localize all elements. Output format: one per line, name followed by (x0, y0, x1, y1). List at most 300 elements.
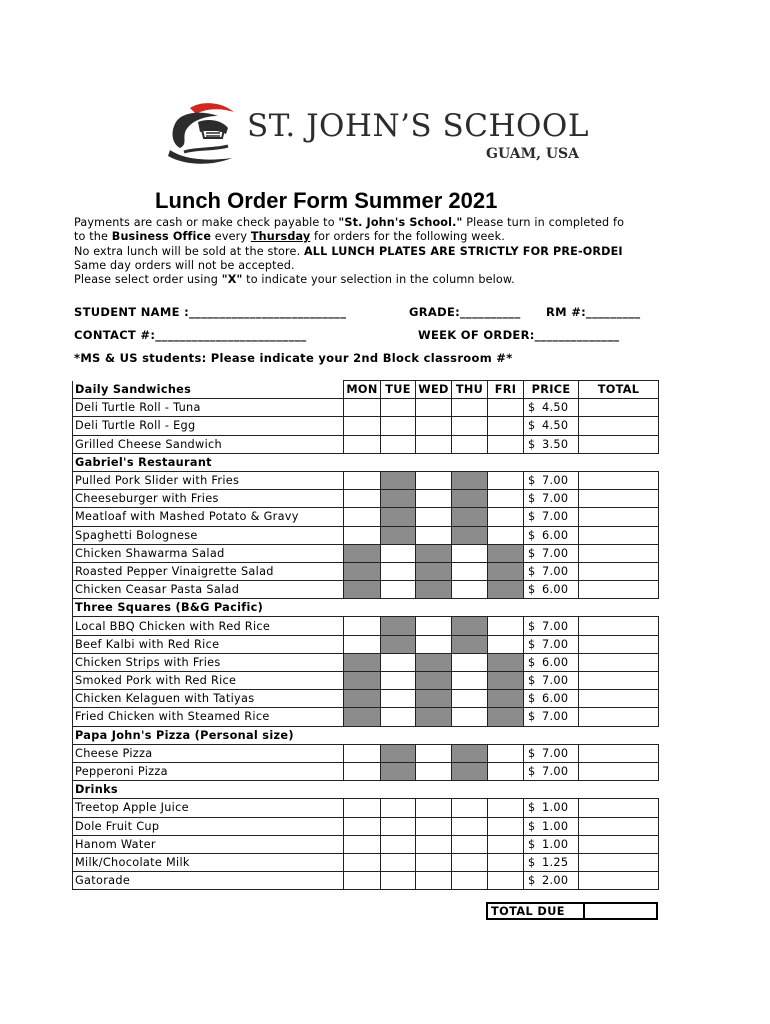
day-header: TUE (381, 381, 416, 399)
currency-symbol: $ (528, 510, 536, 524)
menu-item-name: Cheeseburger with Fries (73, 490, 344, 508)
day-select-cell[interactable] (381, 872, 416, 890)
menu-item-name: Pulled Pork Slider with Fries (73, 471, 344, 489)
total-cell[interactable] (579, 708, 659, 726)
empty-cell (416, 726, 452, 744)
total-cell[interactable] (579, 835, 659, 853)
price-cell (524, 835, 579, 853)
day-select-cell[interactable] (344, 872, 381, 890)
total-cell[interactable] (579, 762, 659, 780)
empty-cell (579, 599, 659, 617)
price-cell (524, 490, 579, 508)
table-row (73, 399, 659, 417)
menu-item-name: Pepperoni Pizza (73, 762, 344, 780)
day-select-cell[interactable] (344, 435, 381, 453)
menu-item-name: Spaghetti Bolognese (73, 526, 344, 544)
day-select-cell[interactable] (344, 526, 381, 544)
day-select-cell[interactable] (488, 835, 524, 853)
day-select-cell[interactable] (488, 617, 524, 635)
unavailable-day-cell (452, 526, 488, 544)
currency-symbol: $ (528, 419, 536, 433)
day-select-cell[interactable] (488, 635, 524, 653)
total-cell[interactable] (579, 526, 659, 544)
unavailable-day-cell (416, 690, 452, 708)
menu-item-name: Deli Turtle Roll - Tuna (73, 399, 344, 417)
day-select-cell[interactable] (452, 581, 488, 599)
day-select-cell[interactable] (452, 399, 488, 417)
day-select-cell[interactable] (381, 562, 416, 580)
unavailable-day-cell (344, 690, 381, 708)
day-select-cell[interactable] (416, 508, 452, 526)
day-select-cell[interactable] (381, 817, 416, 835)
menu-item-name: Milk/Chocolate Milk (73, 853, 344, 871)
total-cell[interactable] (579, 562, 659, 580)
currency-symbol: $ (528, 637, 536, 651)
currency-symbol: $ (528, 692, 536, 706)
menu-item-name: Roasted Pepper Vinaigrette Salad (73, 562, 344, 580)
section-row (73, 726, 659, 744)
unavailable-day-cell (488, 690, 524, 708)
empty-cell (416, 781, 452, 799)
currency-symbol: $ (528, 655, 536, 669)
price-value: 6.00 (542, 528, 569, 542)
unavailable-day-cell (488, 672, 524, 690)
day-select-cell[interactable] (488, 744, 524, 762)
table-row (73, 799, 659, 817)
day-select-cell[interactable] (452, 690, 488, 708)
empty-cell (488, 781, 524, 799)
unavailable-day-cell (452, 617, 488, 635)
menu-item-name: Chicken Ceasar Pasta Salad (73, 581, 344, 599)
day-header: MON (344, 381, 381, 399)
day-select-cell[interactable] (488, 817, 524, 835)
menu-item-name: Treetop Apple Juice (73, 799, 344, 817)
section-title: Three Squares (B&G Pacific) (73, 599, 344, 617)
room-field[interactable]: RM #:_________ (546, 305, 641, 319)
price-value: 3.50 (542, 437, 569, 451)
day-select-cell[interactable] (381, 799, 416, 817)
menu-item-name: Smoked Pork with Red Rice (73, 672, 344, 690)
menu-item-name: Chicken Shawarma Salad (73, 544, 344, 562)
day-header: FRI (488, 381, 524, 399)
unavailable-day-cell (488, 653, 524, 671)
unavailable-day-cell (381, 635, 416, 653)
price-header: PRICE (524, 381, 579, 399)
unavailable-day-cell (381, 490, 416, 508)
day-select-cell[interactable] (381, 581, 416, 599)
menu-item-name: Meatloaf with Mashed Potato & Gravy (73, 508, 344, 526)
unavailable-day-cell (488, 544, 524, 562)
price-value: 1.00 (542, 801, 569, 815)
table-row (73, 490, 659, 508)
price-cell (524, 508, 579, 526)
day-select-cell[interactable] (488, 417, 524, 435)
total-cell[interactable] (579, 672, 659, 690)
empty-cell (344, 453, 381, 471)
table-row (73, 653, 659, 671)
table-row (73, 853, 659, 871)
currency-symbol: $ (528, 710, 536, 724)
currency-symbol: $ (528, 765, 536, 779)
price-cell (524, 744, 579, 762)
day-select-cell[interactable] (381, 653, 416, 671)
empty-cell (416, 599, 452, 617)
day-select-cell[interactable] (381, 435, 416, 453)
section-row (73, 453, 659, 471)
price-cell (524, 399, 579, 417)
price-value: 7.00 (542, 674, 569, 688)
day-select-cell[interactable] (416, 835, 452, 853)
price-cell (524, 653, 579, 671)
total-cell[interactable] (579, 799, 659, 817)
price-cell (524, 853, 579, 871)
day-select-cell[interactable] (488, 799, 524, 817)
table-row (73, 817, 659, 835)
table-row (73, 672, 659, 690)
day-select-cell[interactable] (488, 508, 524, 526)
currency-symbol: $ (528, 855, 536, 869)
day-select-cell[interactable] (344, 835, 381, 853)
currency-symbol: $ (528, 546, 536, 560)
total-cell[interactable] (579, 581, 659, 599)
price-cell (524, 544, 579, 562)
grade-field[interactable]: GRADE:__________ (409, 305, 521, 319)
day-select-cell[interactable] (381, 417, 416, 435)
price-value: 7.00 (542, 564, 569, 578)
day-select-cell[interactable] (452, 417, 488, 435)
instruction-line: No extra lunch will be sold at the store. ALL LUNCH PLATES ARE STRICTLY FOR PRE-ORDEI (74, 244, 623, 258)
total-cell[interactable] (579, 617, 659, 635)
price-cell (524, 617, 579, 635)
day-select-cell[interactable] (452, 562, 488, 580)
day-select-cell[interactable] (344, 508, 381, 526)
empty-cell (488, 599, 524, 617)
unavailable-day-cell (381, 526, 416, 544)
total-cell[interactable] (579, 853, 659, 871)
section-header: Daily Sandwiches (73, 381, 344, 399)
day-select-cell[interactable] (381, 835, 416, 853)
empty-cell (344, 599, 381, 617)
day-select-cell[interactable] (381, 544, 416, 562)
instructions (74, 216, 660, 287)
menu-item-name: Hanom Water (73, 835, 344, 853)
price-value: 7.00 (542, 492, 569, 506)
table-row (73, 581, 659, 599)
empty-cell (344, 726, 381, 744)
day-select-cell[interactable] (452, 708, 488, 726)
empty-cell (524, 726, 579, 744)
table-row (73, 835, 659, 853)
unavailable-day-cell (452, 490, 488, 508)
price-value: 6.00 (542, 655, 569, 669)
day-select-cell[interactable] (452, 435, 488, 453)
table-row (73, 690, 659, 708)
day-select-cell[interactable] (344, 635, 381, 653)
empty-cell (488, 453, 524, 471)
day-header: WED (416, 381, 452, 399)
price-value: 7.00 (542, 546, 569, 560)
price-cell (524, 417, 579, 435)
empty-cell (488, 726, 524, 744)
table-row (73, 872, 659, 890)
table-row (73, 562, 659, 580)
unavailable-day-cell (344, 581, 381, 599)
day-select-cell[interactable] (381, 672, 416, 690)
day-select-cell[interactable] (452, 853, 488, 871)
currency-symbol: $ (528, 746, 536, 760)
day-select-cell[interactable] (416, 526, 452, 544)
total-due-box (486, 902, 658, 920)
instruction-line: Payments are cash or make check payable to "St. John's School." Please turn in completed fo (74, 216, 625, 229)
day-select-cell[interactable] (416, 744, 452, 762)
menu-item-name: Chicken Strips with Fries (73, 653, 344, 671)
day-select-cell[interactable] (416, 399, 452, 417)
price-cell (524, 872, 579, 890)
day-select-cell[interactable] (416, 817, 452, 835)
total-cell[interactable] (579, 817, 659, 835)
price-cell (524, 581, 579, 599)
empty-cell (452, 453, 488, 471)
price-value: 7.00 (542, 619, 569, 633)
table-row (73, 762, 659, 780)
day-select-cell[interactable] (416, 490, 452, 508)
day-select-cell[interactable] (381, 853, 416, 871)
day-select-cell[interactable] (416, 635, 452, 653)
day-header: THU (452, 381, 488, 399)
day-select-cell[interactable] (344, 744, 381, 762)
currency-symbol: $ (528, 874, 536, 888)
day-select-cell[interactable] (452, 872, 488, 890)
table-row (73, 508, 659, 526)
menu-item-name: Grilled Cheese Sandwich (73, 435, 344, 453)
table-row (73, 471, 659, 489)
day-select-cell[interactable] (416, 762, 452, 780)
total-cell[interactable] (579, 744, 659, 762)
currency-symbol: $ (528, 619, 536, 633)
day-select-cell[interactable] (416, 417, 452, 435)
currency-symbol: $ (528, 528, 536, 542)
currency-symbol: $ (528, 819, 536, 833)
total-cell[interactable] (579, 635, 659, 653)
empty-cell (416, 453, 452, 471)
empty-cell (579, 453, 659, 471)
empty-cell (381, 726, 416, 744)
empty-cell (452, 599, 488, 617)
day-select-cell[interactable] (381, 708, 416, 726)
table-row (73, 635, 659, 653)
unavailable-day-cell (416, 708, 452, 726)
price-value: 1.25 (542, 855, 569, 869)
day-select-cell[interactable] (488, 762, 524, 780)
empty-cell (452, 781, 488, 799)
price-cell (524, 762, 579, 780)
table-row (73, 744, 659, 762)
day-select-cell[interactable] (344, 817, 381, 835)
unavailable-day-cell (344, 708, 381, 726)
empty-cell (579, 781, 659, 799)
unavailable-day-cell (344, 672, 381, 690)
price-cell (524, 817, 579, 835)
currency-symbol: $ (528, 583, 536, 597)
day-select-cell[interactable] (488, 526, 524, 544)
price-value: 1.00 (542, 837, 569, 851)
instruction-line: Same day orders will not be accepted. (74, 258, 295, 272)
table-row (73, 544, 659, 562)
price-value: 7.00 (542, 746, 569, 760)
table-header (73, 381, 659, 399)
day-select-cell[interactable] (344, 799, 381, 817)
empty-cell (524, 781, 579, 799)
price-value: 4.50 (542, 401, 569, 415)
day-select-cell[interactable] (488, 435, 524, 453)
unavailable-day-cell (416, 581, 452, 599)
price-value: 7.00 (542, 510, 569, 524)
currency-symbol: $ (528, 801, 536, 815)
day-select-cell[interactable] (344, 853, 381, 871)
day-select-cell[interactable] (381, 690, 416, 708)
unavailable-day-cell (452, 508, 488, 526)
page-title: Lunch Order Form Summer 2021 (155, 188, 498, 213)
menu-item-name: Gatorade (73, 872, 344, 890)
empty-cell (579, 726, 659, 744)
section-title: Papa John's Pizza (Personal size) (73, 726, 344, 744)
day-select-cell[interactable] (452, 544, 488, 562)
currency-symbol: $ (528, 492, 536, 506)
currency-symbol: $ (528, 474, 536, 488)
total-cell[interactable] (579, 417, 659, 435)
menu-item-name: Cheese Pizza (73, 744, 344, 762)
empty-cell (524, 599, 579, 617)
table-row (73, 435, 659, 453)
instruction-line: Please select order using "X" to indicate your selection in the column below. (74, 273, 515, 287)
unavailable-day-cell (344, 653, 381, 671)
unavailable-day-cell (488, 708, 524, 726)
price-cell (524, 799, 579, 817)
day-select-cell[interactable] (452, 799, 488, 817)
empty-cell (524, 453, 579, 471)
price-value: 7.00 (542, 710, 569, 724)
contact-field[interactable]: CONTACT #:_________________________ (74, 328, 307, 342)
day-select-cell[interactable] (416, 471, 452, 489)
price-value: 7.00 (542, 637, 569, 651)
total-cell[interactable] (579, 471, 659, 489)
price-value: 7.00 (542, 765, 569, 779)
school-name: ST. JOHN’S SCHOOL (247, 108, 589, 144)
day-select-cell[interactable] (488, 399, 524, 417)
section-title: Gabriel's Restaurant (73, 453, 344, 471)
day-select-cell[interactable] (488, 853, 524, 871)
day-select-cell[interactable] (344, 399, 381, 417)
day-select-cell[interactable] (488, 490, 524, 508)
section-title: Drinks (73, 781, 344, 799)
student-name-field[interactable]: STUDENT NAME :__________________________ (74, 305, 347, 319)
price-cell (524, 708, 579, 726)
unavailable-day-cell (488, 581, 524, 599)
day-select-cell[interactable] (452, 817, 488, 835)
unavailable-day-cell (452, 744, 488, 762)
menu-item-name: Chicken Kelaguen with Tatiyas (73, 690, 344, 708)
total-cell[interactable] (579, 399, 659, 417)
unavailable-day-cell (488, 562, 524, 580)
table-row (73, 708, 659, 726)
currency-symbol: $ (528, 437, 536, 451)
table-row (73, 417, 659, 435)
currency-symbol: $ (528, 564, 536, 578)
unavailable-day-cell (381, 617, 416, 635)
total-cell[interactable] (579, 872, 659, 890)
total-header: TOTAL (579, 381, 659, 399)
price-cell (524, 672, 579, 690)
price-value: 4.50 (542, 419, 569, 433)
week-of-order-field[interactable]: WEEK OF ORDER:______________ (418, 328, 620, 342)
order-table (72, 380, 659, 890)
unavailable-day-cell (381, 508, 416, 526)
table-row (73, 617, 659, 635)
price-value: 1.00 (542, 819, 569, 833)
day-select-cell[interactable] (344, 490, 381, 508)
day-select-cell[interactable] (452, 653, 488, 671)
empty-cell (452, 726, 488, 744)
currency-symbol: $ (528, 674, 536, 688)
menu-item-name: Local BBQ Chicken with Red Rice (73, 617, 344, 635)
total-cell[interactable] (579, 508, 659, 526)
day-select-cell[interactable] (416, 853, 452, 871)
total-cell[interactable] (579, 544, 659, 562)
menu-item-name: Fried Chicken with Steamed Rice (73, 708, 344, 726)
empty-cell (344, 781, 381, 799)
unavailable-day-cell (452, 635, 488, 653)
day-select-cell[interactable] (381, 399, 416, 417)
day-select-cell[interactable] (344, 762, 381, 780)
day-select-cell[interactable] (416, 435, 452, 453)
knight-helmet-icon (162, 100, 252, 170)
price-value: 6.00 (542, 692, 569, 706)
unavailable-day-cell (381, 471, 416, 489)
day-select-cell[interactable] (344, 417, 381, 435)
total-cell[interactable] (579, 653, 659, 671)
price-value: 2.00 (542, 874, 569, 888)
day-select-cell[interactable] (416, 799, 452, 817)
day-select-cell[interactable] (452, 835, 488, 853)
total-cell[interactable] (579, 690, 659, 708)
unavailable-day-cell (344, 562, 381, 580)
price-cell (524, 562, 579, 580)
day-select-cell[interactable] (344, 617, 381, 635)
price-value: 7.00 (542, 474, 569, 488)
total-cell[interactable] (579, 490, 659, 508)
day-select-cell[interactable] (416, 872, 452, 890)
table-row (73, 526, 659, 544)
day-select-cell[interactable] (488, 471, 524, 489)
day-select-cell[interactable] (488, 872, 524, 890)
price-cell (524, 690, 579, 708)
day-select-cell[interactable] (416, 617, 452, 635)
price-cell (524, 526, 579, 544)
total-cell[interactable] (579, 435, 659, 453)
classroom-note: *MS & US students: Please indicate your 2nd Block classroom #* (74, 351, 513, 365)
unavailable-day-cell (416, 562, 452, 580)
day-select-cell[interactable] (344, 471, 381, 489)
price-cell (524, 435, 579, 453)
empty-cell (381, 453, 416, 471)
unavailable-day-cell (452, 762, 488, 780)
unavailable-day-cell (381, 744, 416, 762)
section-row (73, 599, 659, 617)
total-due-label: TOTAL DUE (488, 904, 585, 918)
currency-symbol: $ (528, 401, 536, 415)
price-cell (524, 471, 579, 489)
day-select-cell[interactable] (452, 672, 488, 690)
